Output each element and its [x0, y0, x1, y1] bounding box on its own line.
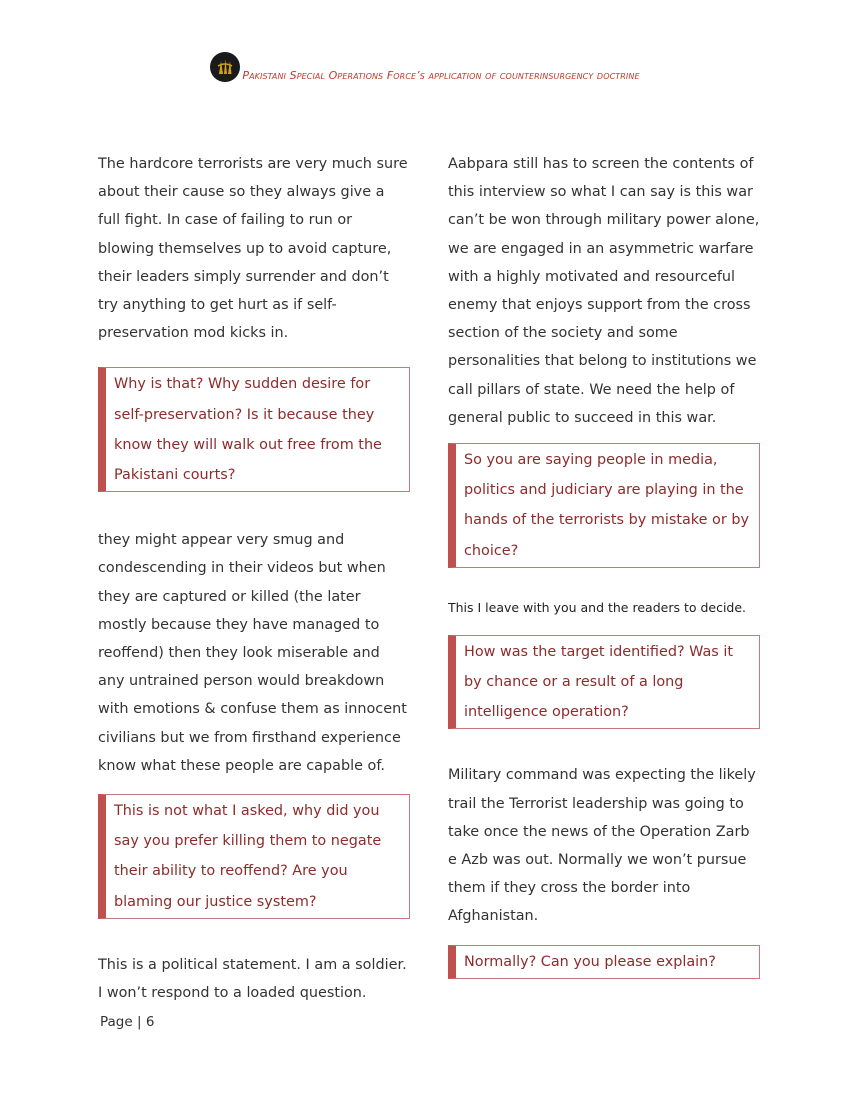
answer-paragraph: This is a political statement. I am a soldier. I won’t respond to a loaded question. [98, 956, 407, 1002]
question-box: How was the target identified? Was it by chance or a result of a long intelligence operation? [448, 635, 760, 730]
page-number: Page | 6 [100, 1014, 155, 1030]
question-box: This is not what I asked, why did you say you prefer killing them to negate their ability to reoffend? Are you blaming our justice system? [98, 794, 410, 919]
answer-paragraph: they might appear very smug and condescending in their videos but when they are captured or killed (the later mostly because they have managed to reoffend) then they look miserable and any untrained person would breakdown with emotions & confuse them as innocent civilians but we from firsthand experience know what these people are capable of. [98, 532, 407, 774]
question-box: Normally? Can you please explain? [448, 945, 760, 979]
left-column [98, 150, 410, 1007]
question-box: Why is that? Why sudden desire for self-preservation? Is it because they know they will walk out free from the Pakistani courts? [98, 367, 410, 492]
answer-paragraph: The hardcore terrorists are very much sure about their cause so they always give a full fight. In case of failing to run or blowing themselves up to avoid capture, their leaders simply surrender and don’t try anything to get hurt as if self-preservation mod kicks in. [98, 156, 408, 342]
right-column [448, 150, 760, 979]
answer-paragraph: Aabpara still has to screen the contents of this interview so what I can say is this war can’t be won through military power alone, we are engaged in an asymmetric warfare with a highly motivated and resourceful enemy that enjoys support from the cross section of the society and some personalities that belong to institutions we call pillars of state. We need the help of general public to succeed in this war. [448, 156, 760, 426]
document-title: Pakistani Special Operations Force’s application of counterinsurgency doctrine [242, 69, 640, 82]
page-header [0, 52, 850, 86]
answer-paragraph: This I leave with you and the readers to decide. [448, 599, 747, 615]
emblem-icon [210, 52, 240, 82]
answer-paragraph: Military command was expecting the likely trail the Terrorist leadership was going to take once the news of the Operation Zarb e Azb was out. Normally we won’t pursue them if they cross the border into Afghanistan. [448, 767, 756, 925]
question-box: So you are saying people in media, politics and judiciary are playing in the hands of the terrorists by mistake or by choice? [448, 443, 760, 568]
